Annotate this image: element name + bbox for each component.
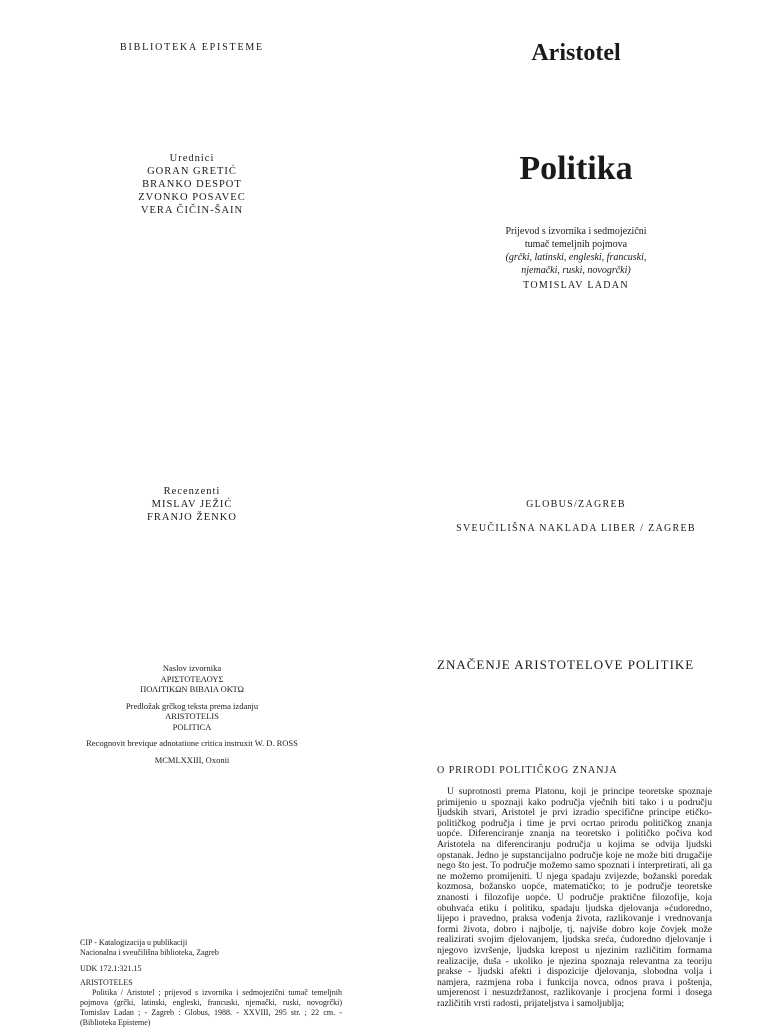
cip-entry: Politika / Aristotel ; prijevod s izvornika i sedmojezični tumač temeljnih pojmova (grčki, latinski, engleski, francuski, njemački, ruski, novogrčki) Tomislav Ladan ; - Zagreb : Globus, 1988. - XXVIII, 295 str. ; 22 cm. - (Biblioteka Episteme) [80,988,342,1027]
cip-udk: UDK 172.1:321.15 [80,964,142,973]
cip-author: ARISTOTELES [80,978,133,987]
subtitle-block [384,225,768,292]
editor-name: ZVONKO POSAVEC [138,192,246,203]
book-author: Aristotel [531,40,621,66]
greek-author: ΑΡΙΣΤΟΤΕΛΟΥΣ [160,673,224,684]
essay-title: ZNAČENJE ARISTOTELOVE POLITIKE [437,657,695,672]
subtitle-line: tumač temeljnih pojmova [524,239,628,250]
series-title: BIBLIOTEKA EPISTEME [120,42,264,53]
reviewers-label: Recenzenti [163,486,221,497]
reviewer-name: MISLAV JEŽIĆ [151,499,233,510]
section-heading: O PRIRODI POLITIČKOG ZNANJA [437,765,618,776]
cip-line: CIP - Katalogizacija u publikaciji [80,938,188,947]
latin-title: POLITICA [172,721,212,732]
editor-name: GORAN GRETIĆ [147,166,237,177]
body-paragraph: U suprotnosti prema Platonu, koji je principe teoretske spoznaje primijenio u spoznaji kako područja vječnih biti tako i u području ljudskih stvari, Aristotel je prvi izradio specifične principe etičko-političkog područja i time je prvi ocrtao prirodu političkog znanja uopće. Diferenciranje znanja na teoretsko i političko počiva kod Aristotela na diferenciranju područja u kojima se odvija ljudski opstanak. Jedno je supstancijalno područje koje ne može biti drugačije nego što jest. To područje možemo samo spoznati i interpretirati, ali ga ne možemo promijeniti. U njega spadaju zvijezde, božanski poredak kozmosa, božansko uopće, matematičko; to je područje teoretske znanosti i filozofije uopće. U područje praktične filozofije, koja obuhvaća etiku i politiku, spadaju ljudska djelovanja »ćudoredno, lijepo i pravedno, praksa vođenja života, razlikovanje i vrednovanja formi života, dobro i najbolje, tj. najviše dobro koje čovjek može realizirati svojim djelovanjem, ljudska sreća, ćudoredno djelovanje i njegovo izvršenje, ljudska krepost u njezinim različitim formama realizacije, duša - ukoliko je njezina spoznaja relevantna za teoriju prakse - ljudski afekti i dispozicije djelovanja, slobodna volja i namjera, razmjena roba i funkcija novca, odnos prava i poštenja, umjerenost i nesuzdržanost, razlikovanje i procjena formi i dosega različitih vrsti radosti, prijateljstva i samoljublja; [437,786,712,1009]
reviewer-name: FRANJO ŽENKO [147,512,237,523]
translator-name: TOMISLAV LADAN [523,280,629,291]
publisher-block [384,493,768,541]
reviewers-block [0,485,384,524]
original-edition-block [0,663,384,765]
cip-library: Nacionalna i sveučilišna biblioteka, Zagreb [80,948,219,957]
template-label: Predložak grčkog teksta prema izdanju [125,700,259,711]
original-title-label: Naslov izvornika [162,663,222,673]
editors-block [0,152,384,217]
publisher-liber: SVEUČILIŠNA NAKLADA LIBER / ZAGREB [456,523,696,534]
editor-name: BRANKO DESPOT [142,179,242,190]
publisher-globus: GLOBUS/ZAGREB [526,499,626,510]
editor-name: VERA ČIČIN-ŠAIN [140,205,244,216]
cip-record [80,938,342,1028]
subtitle-line: Prijevod s izvornika i sedmojezični [505,226,647,237]
editors-label: Urednici [169,153,215,164]
edition-year: MCMLXXIII, Oxonii [154,754,230,765]
languages-line: (grčki, latinski, engleski, francuski, [505,252,647,263]
latin-author: ARISTOTELIS [165,711,219,721]
book-title: Politika [519,150,633,187]
greek-title: ΠΟΛΙΤΙΚΩΝ ΒΙΒΛΙΑ ΟΚΤΩ [140,684,244,694]
languages-line: njemački, ruski, novogrčki) [521,265,631,276]
recognovit-note: Recognovit brevique adnotatione critica instruxit W. D. ROSS [86,738,298,748]
